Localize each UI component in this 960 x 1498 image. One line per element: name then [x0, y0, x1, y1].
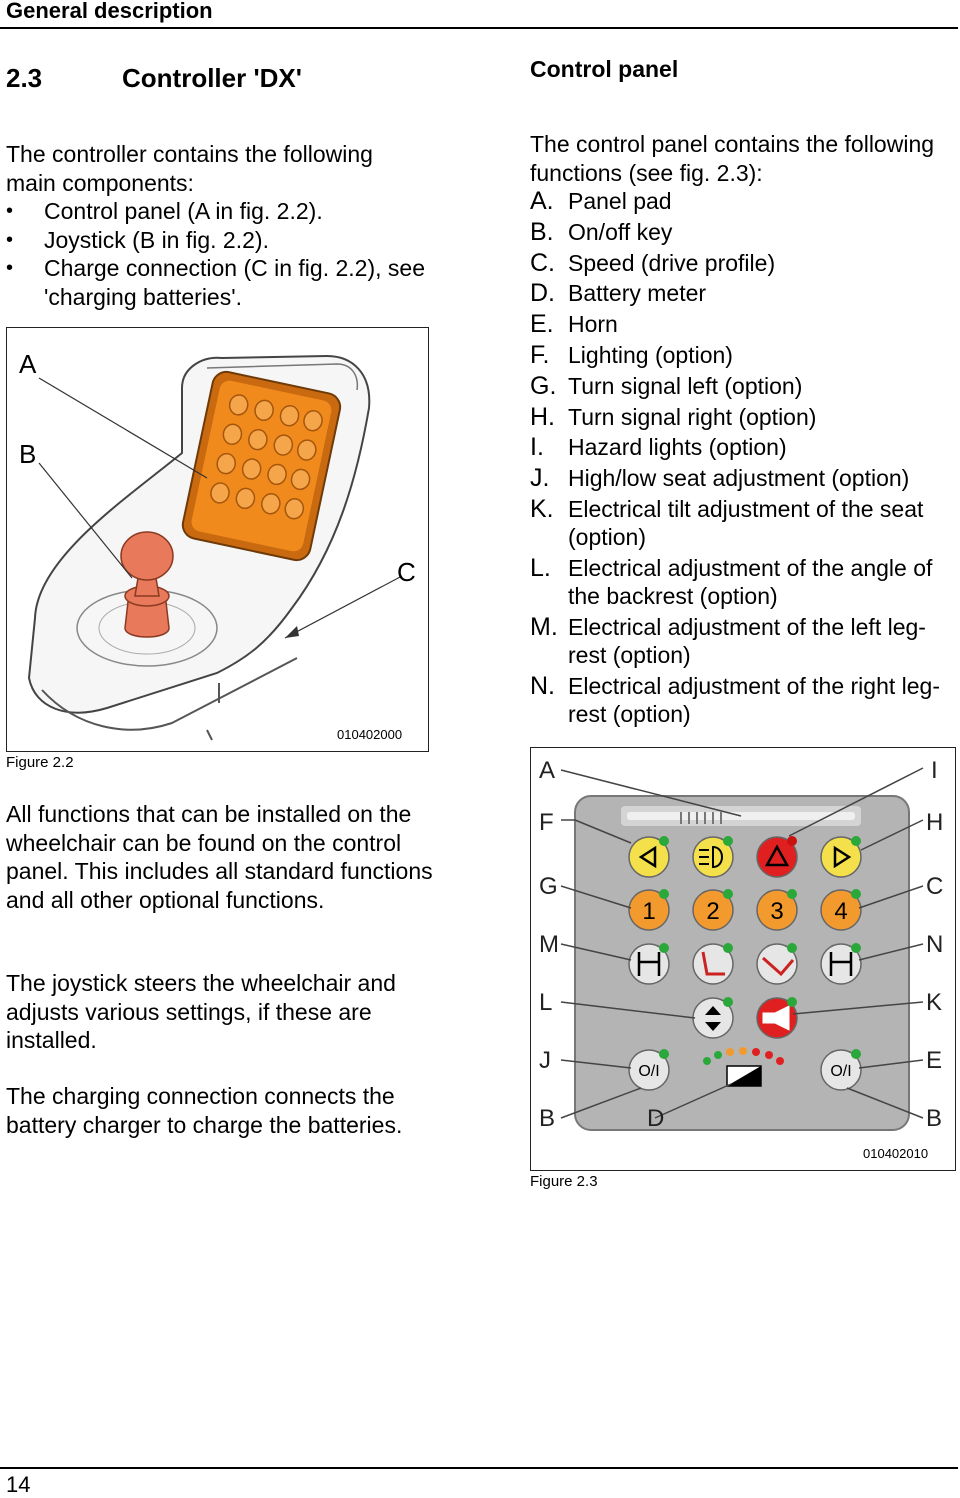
figure-label-b: B	[19, 439, 37, 469]
list-text: Turn signal left (option)	[568, 372, 803, 399]
figure-label: M	[539, 931, 559, 958]
running-header: General description	[6, 0, 213, 23]
onoff-label: O/I	[638, 1063, 660, 1080]
button-turn-right	[821, 836, 861, 877]
speed-key-2	[693, 889, 733, 930]
list-item	[530, 341, 958, 369]
list-item	[530, 279, 958, 307]
figure-code: 010402000	[337, 727, 403, 742]
list-letter: F.	[530, 340, 550, 369]
list-letter: L.	[530, 553, 551, 582]
list-text: Battery meter	[568, 280, 707, 307]
figure-label-a: A	[19, 349, 37, 379]
list-text: Speed (drive profile)	[568, 249, 776, 276]
list-letter: M.	[530, 612, 558, 641]
list-text: High/low seat adjustment (option)	[568, 465, 910, 492]
figure-label: L	[539, 989, 553, 1016]
list-text: Lighting (option)	[568, 341, 733, 368]
speed-key-label: 4	[834, 898, 848, 925]
list-letter: N.	[530, 671, 555, 700]
list-text: Electrical adjustment of the left leg-rest (option)	[568, 613, 926, 669]
figure-label: A	[539, 757, 556, 784]
button-lighting	[693, 836, 733, 877]
figure-label: N	[926, 931, 944, 958]
list-letter: D.	[530, 279, 555, 308]
button-horn	[757, 997, 797, 1038]
list-letter: C.	[530, 248, 555, 277]
control-panel-intro: The control panel contains the following functions (see fig. 2.3):	[530, 131, 935, 186]
list-letter: H.	[530, 402, 555, 431]
figure-label: K	[926, 989, 943, 1016]
figure-code: 010402010	[863, 1146, 929, 1161]
list-item: • Control panel (A in fig. 2.2).	[6, 197, 426, 226]
list-letter: G.	[530, 371, 557, 400]
list-item	[530, 495, 958, 551]
figure-label: D	[647, 1105, 665, 1132]
list-letter: E.	[530, 310, 554, 339]
list-text: Panel pad	[568, 188, 672, 214]
button-left-legrest	[629, 943, 669, 984]
list-item	[530, 672, 958, 728]
list-item	[530, 554, 958, 610]
header-rule	[0, 27, 958, 29]
section-title: Controller 'DX'	[122, 63, 302, 93]
function-list	[530, 187, 958, 731]
list-item	[530, 187, 958, 215]
figure-label: B	[539, 1105, 556, 1132]
figure-label: J	[539, 1047, 551, 1074]
footer-rule	[0, 1467, 958, 1469]
controller-illustration	[7, 328, 427, 750]
figure-label: I	[931, 757, 938, 784]
button-seat-height	[693, 997, 733, 1038]
figure-label: G	[539, 873, 558, 900]
list-text: Electrical adjustment of the angle of the backrest (option)	[568, 554, 933, 610]
list-text: Horn	[568, 311, 618, 338]
button-seat-tilt	[757, 943, 797, 984]
figure-label: H	[926, 809, 944, 836]
list-item	[530, 310, 958, 338]
speed-key-4	[821, 889, 861, 930]
list-item	[530, 613, 958, 669]
list-item	[530, 464, 958, 492]
figure-label: B	[926, 1105, 943, 1132]
button-hazard	[757, 836, 797, 877]
figure-2-3	[530, 747, 956, 1171]
list-item	[530, 403, 958, 431]
list-item	[530, 249, 958, 277]
onoff-label: O/I	[830, 1063, 852, 1080]
list-item: • Charge connection (C in fig. 2.2), see 'charging batteries'.	[6, 254, 426, 311]
button-onoff-left	[629, 1049, 669, 1090]
list-letter: I.	[530, 433, 544, 462]
speed-key-3	[757, 889, 797, 930]
list-text: Electrical adjustment of the right leg-rest (option)	[568, 672, 941, 728]
list-letter: J.	[530, 464, 550, 493]
speed-key-label: 3	[770, 898, 784, 925]
list-item	[530, 218, 958, 246]
speed-key-label: 1	[642, 898, 656, 925]
list-text: Turn signal right (option)	[568, 403, 817, 430]
figure-label-c: C	[397, 557, 416, 587]
list-letter: B.	[530, 217, 554, 246]
list-text: Hazard lights (option)	[568, 434, 787, 461]
button-right-legrest	[821, 943, 861, 984]
figure-caption: Figure 2.2	[6, 754, 74, 771]
list-item: • Joystick (B in fig. 2.2).	[6, 226, 426, 255]
intro-text: The controller contains the following main components:	[6, 141, 373, 196]
button-onoff-right	[821, 1049, 861, 1090]
speed-key-label: 2	[706, 898, 720, 925]
figure-2-2	[6, 327, 429, 752]
section-number: 2.3	[6, 63, 43, 93]
figure-label: F	[539, 809, 554, 836]
figure-caption: Figure 2.3	[530, 1173, 598, 1190]
list-text: Electrical tilt adjustment of the seat (option)	[568, 495, 924, 551]
list-letter: K.	[530, 494, 554, 523]
speed-key-1	[629, 889, 669, 930]
control-panel-diagram	[531, 748, 954, 1169]
button-turn-left	[629, 836, 669, 877]
list-item	[530, 372, 958, 400]
list-item	[530, 433, 958, 461]
list-letter: A.	[530, 187, 554, 215]
figure-label: E	[926, 1047, 943, 1074]
figure-label: C	[926, 873, 944, 900]
paragraph-charging: The charging connection connects the battery charger to charge the batteries.	[6, 1083, 403, 1138]
control-panel-heading: Control panel	[530, 56, 679, 82]
components-list	[6, 197, 426, 311]
list-text: On/off key	[568, 218, 673, 245]
page-number: 14	[6, 1472, 31, 1497]
button-backrest	[693, 943, 733, 984]
paragraph-functions: All functions that can be installed on the wheelchair can be found on the control panel. This includes all standard functions and all other optional functions.	[6, 801, 433, 913]
paragraph-joystick: The joystick steers the wheelchair and adjusts various settings, if these are installed.	[6, 970, 396, 1053]
